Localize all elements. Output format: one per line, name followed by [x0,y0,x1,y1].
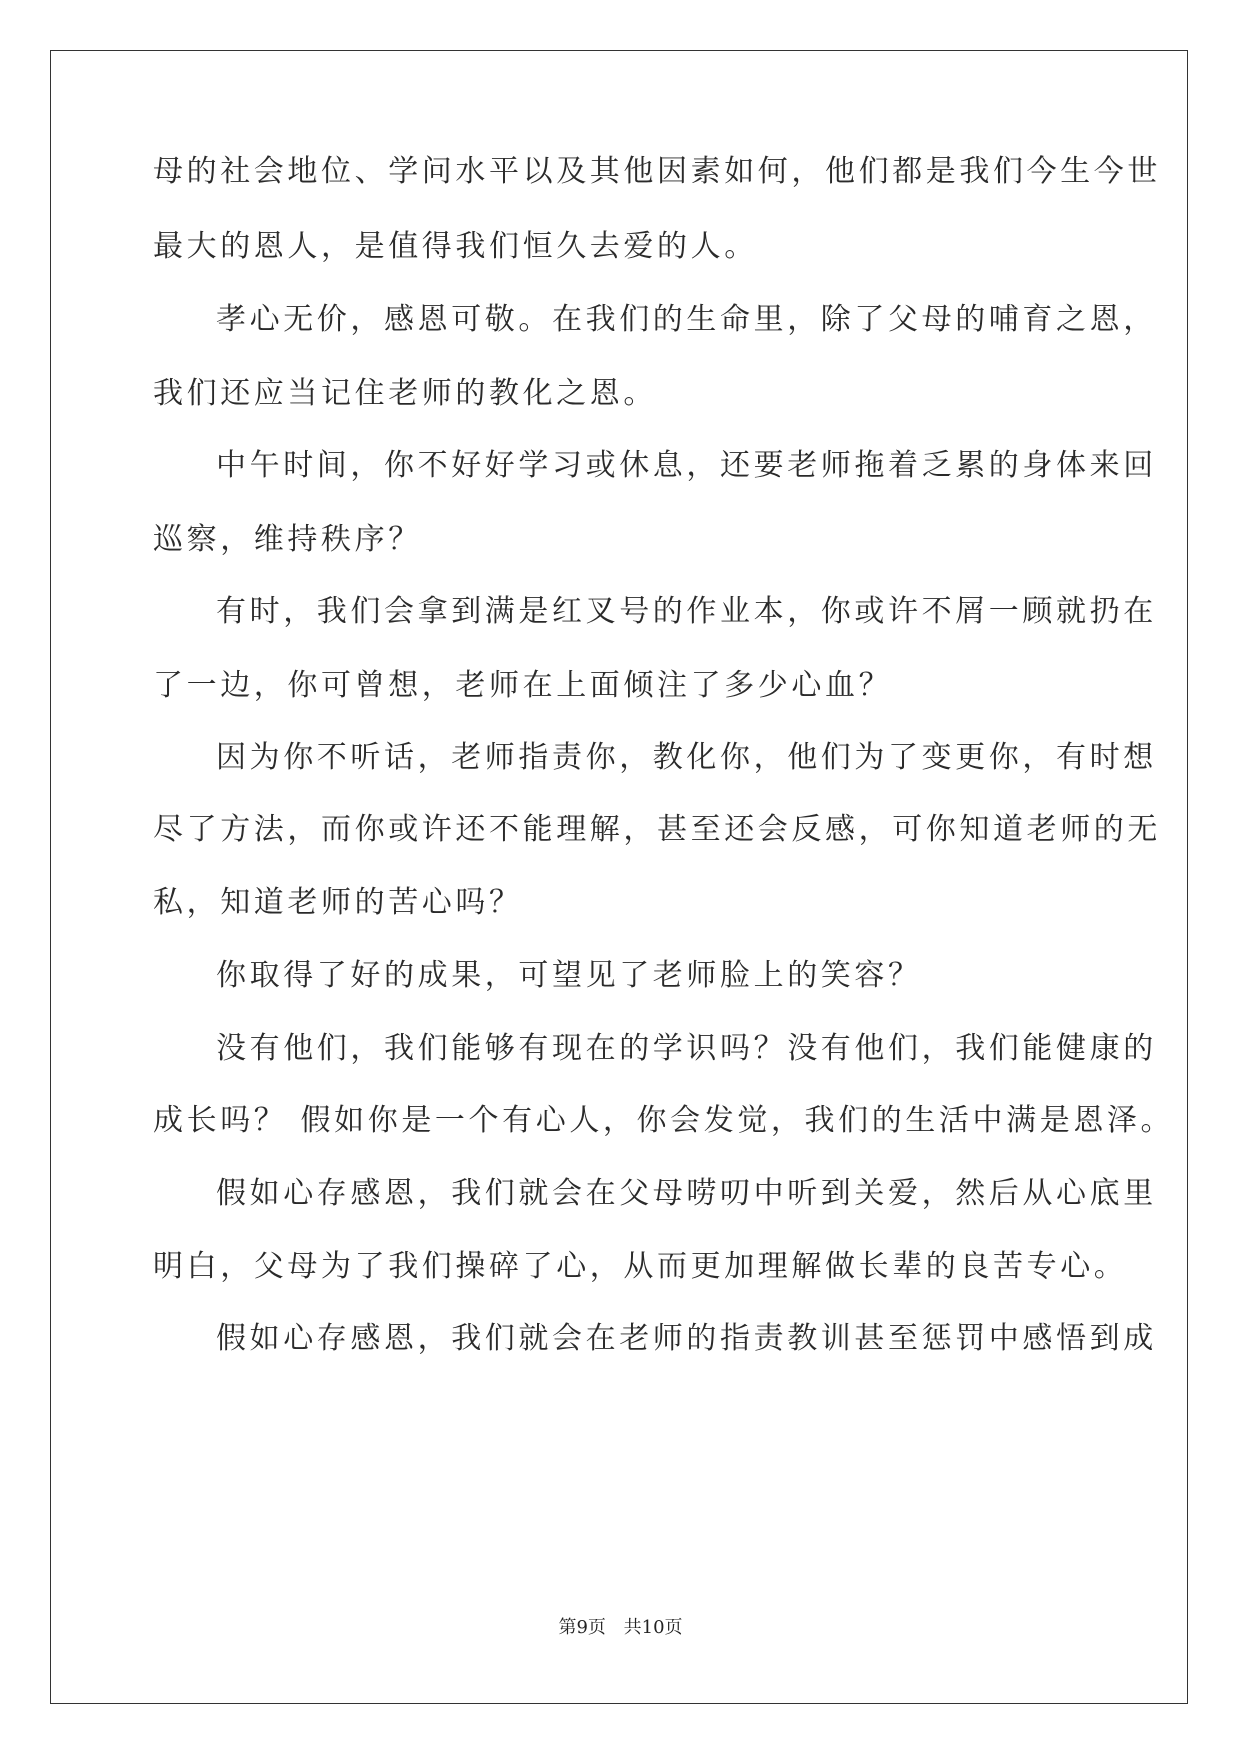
text-line: 了一边，你可曾想，老师在上面倾注了多少心血？ [153,668,893,703]
paragraph-first-line: 有时，我们会拿到满是红叉号的作业本，你或许不屑一顾就扔在 [216,594,1157,629]
text-line: 母的社会地位、学问水平以及其他因素如何，他们都是我们今生今世 [153,154,1161,189]
text-line: 我们还应当记住老师的教化之恩。 [153,376,657,411]
paragraph-first-line: 假如心存感恩，我们就会在老师的指责教训甚至惩罚中感悟到成 [216,1321,1157,1356]
page-total: 共10页 [623,1617,683,1638]
page-border [50,50,1188,1704]
text-line: 尽了方法，而你或许还不能理解，甚至还会反感，可你知道老师的无 [153,812,1161,847]
paragraph-first-line: 孝心无价，感恩可敬。在我们的生命里，除了父母的哺育之恩， [216,302,1157,337]
paragraph-first-line: 因为你不听话，老师指责你，教化你，他们为了变更你，有时想 [216,740,1157,775]
paragraph-first-line: 你取得了好的成果，可望见了老师脸上的笑容？ [216,958,922,993]
page-footer [0,1616,1241,1640]
text-line: 成长吗？ 假如你是一个有心人，你会发觉，我们的生活中满是恩泽。 [153,1103,1175,1138]
text-line: 私，知道老师的苦心吗？ [153,885,523,920]
paragraph-first-line: 中午时间，你不好好学习或休息，还要老师拖着乏累的身体来回 [216,448,1157,483]
text-line: 最大的恩人，是值得我们恒久去爱的人。 [153,229,758,264]
paragraph-first-line: 没有他们，我们能够有现在的学识吗？没有他们，我们能健康的 [216,1031,1157,1066]
text-line: 巡察，维持秩序？ [153,522,422,557]
page-number: 第9页 [558,1617,606,1638]
text-line: 明白，父母为了我们操碎了心，从而更加理解做长辈的良苦专心。 [153,1249,1128,1284]
paragraph-first-line: 假如心存感恩，我们就会在父母唠叨中听到关爱，然后从心底里 [216,1176,1157,1211]
